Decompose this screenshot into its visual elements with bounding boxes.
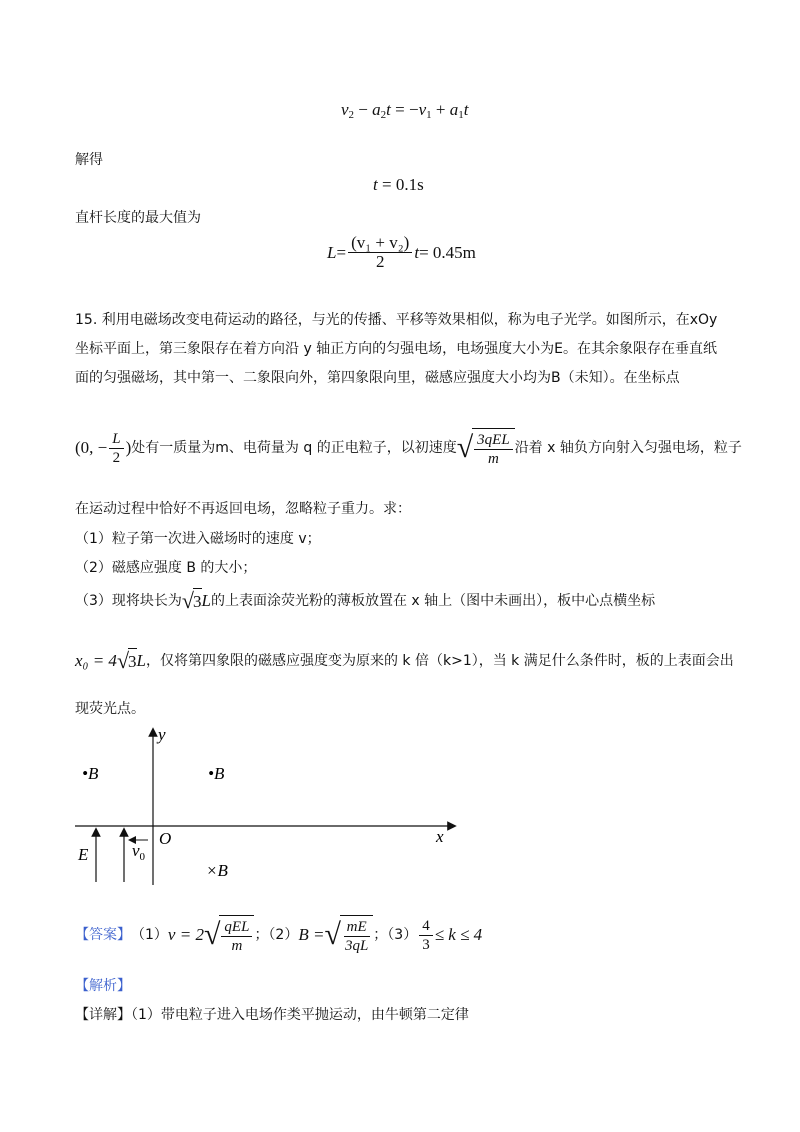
- answer-tag: 【答案】: [75, 927, 131, 943]
- v0-label: $v_0$: [132, 841, 146, 863]
- field-diagram: [60, 720, 480, 890]
- question-2: （2）磁感应强度 B 的大小；: [75, 560, 257, 576]
- problem-line-3: 面的匀强磁场，其中第一、二象限向外，第四象限向里，磁感应强度大小均为B（未知）。在坐标点: [75, 370, 680, 386]
- problem-last-line: 现荧光点。: [75, 701, 145, 717]
- problem-line-2: 坐标平面上，第三象限存在着方向沿 y 轴正方向的匀强电场，电场强度大小为E。在其余象限存在垂直纸: [75, 341, 718, 357]
- b-field-quadrant-4: ×B: [206, 861, 228, 880]
- b-field-quadrant-2: •B: [82, 764, 99, 783]
- b-field-quadrant-1: •B: [208, 764, 225, 783]
- equation-length: L = $\frac{\text{(v₁ + v₂)}}{2}$ t = 0.45m: [327, 233, 476, 271]
- rod-length-text: 直杆长度的最大值为: [75, 210, 201, 226]
- problem-line-1: 15. 利用电磁场改变电荷运动的路径，与光的传播、平移等效果相似，称为电子光学。如图所示，在xOy: [75, 312, 718, 328]
- solve-label: 解得: [75, 152, 103, 168]
- x-axis-label: x: [436, 827, 444, 846]
- problem-line-4: (0, − $\frac{L}{2}$ ) 处有一质量为m、电荷量为 q 的正电粒子，以初速度 √ $\frac{\text{3qEL}}{m}$ 沿着 x 轴负方向射入匀强电场，粒子: [75, 428, 742, 468]
- answer-line: 【答案】 （1） v = 2 √ $\frac{\text{qEL}}{m}$ ；（2） B = √ $\frac{mE}{3qL}$ ；（3） $\frac{4}{3}$ ≤ k ≤ 4: [75, 915, 482, 955]
- y-axis-label: y: [158, 725, 166, 744]
- detail-tag: 【详解】: [75, 1007, 131, 1023]
- problem-line-5: 在运动过程中恰好不再返回电场，忽略粒子重力。求：: [75, 501, 411, 517]
- detail-line: 【详解】（1）带电粒子进入电场作类平抛运动，由牛顿第二定律: [75, 1007, 469, 1023]
- question-3: （3）现将块长为 √ 3 L 的上表面涂荧光粉的薄板放置在 x 轴上（图中未画出），板中心点横坐标: [75, 588, 656, 613]
- question-3-cont: x₀ = 4 √ 3 L ，仅将第四象限的磁感应强度变为原来的 k 倍（k>1），当 k 满足什么条件时，板的上表面会出: [75, 648, 734, 673]
- equation-velocity: $v_2 - a_2t = -v_1 + a_1t$: [341, 100, 469, 121]
- question-1: （1）粒子第一次进入磁场时的速度 v；: [75, 531, 321, 547]
- origin-label: O: [159, 829, 172, 848]
- analysis-tag: 【解析】: [75, 978, 131, 994]
- equation-time: t = 0.1s: [373, 175, 424, 194]
- e-field-label: E: [78, 845, 89, 864]
